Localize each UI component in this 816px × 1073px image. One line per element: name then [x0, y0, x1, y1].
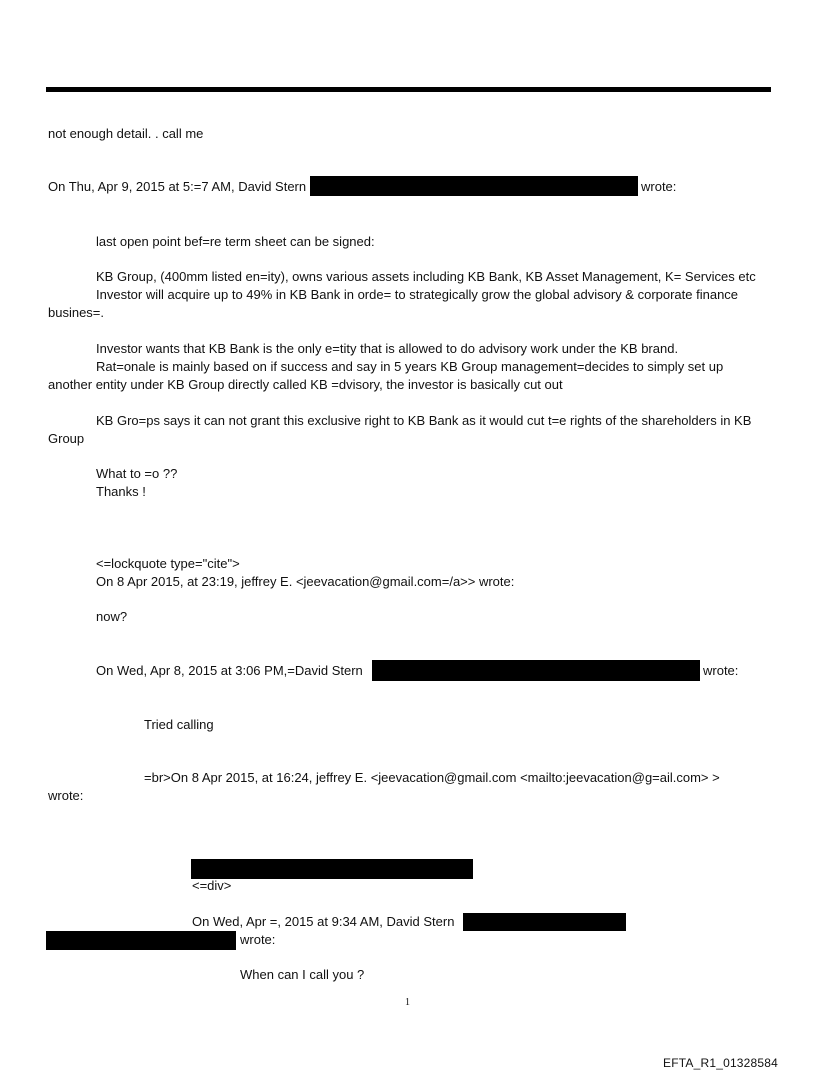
page-number: 1 [405, 997, 410, 1008]
redaction-email-1 [310, 176, 638, 196]
body-line: Investor wants that KB Bank is the only e=tity that is allowed to do advisory work under the KB brand. [96, 341, 679, 356]
body-line: now? [96, 609, 128, 624]
redaction-email-2 [372, 660, 700, 681]
body-line: What to =o ?? [96, 466, 178, 481]
body-line: When can I call you ? [240, 967, 365, 982]
quote-header-apr8-1624: =br>On 8 Apr 2015, at 16:24, jeffrey E. <jeevacation@gmail.com <mailto:jeevacation@g=ail.com> > [144, 770, 720, 785]
quote-header-thu: On Thu, Apr 9, 2015 at 5:=7 AM, David Stern [48, 179, 307, 194]
quote-header-wed-wrote: wrote: [703, 663, 739, 678]
body-line: KB Group, (400mm listed en=ity), owns various assets including KB Bank, KB Asset Management, K= Services etc [96, 269, 756, 284]
body-line: Tried calling [144, 717, 214, 732]
body-line: Investor will acquire up to 49% in KB Bank in orde= to strategically grow the global advisory & corporate finance [96, 287, 739, 302]
body-line: KB Gro=ps says it can not grant this exclusive right to KB Bank as it would cut t=e rights of the shareholders in KB [96, 413, 752, 428]
body-line: busines=. [48, 305, 105, 320]
header-rule [46, 87, 771, 92]
quote-header-wed-934: On Wed, Apr =, 2015 at 9:34 AM, David Stern [192, 914, 455, 929]
body-line: wrote: [48, 788, 84, 803]
body-line: Rat=onale is mainly based on if success and say in 5 years KB Group management=decides to simply set up [96, 359, 724, 374]
redaction-email-4a [463, 913, 626, 931]
body-line: last open point bef=re term sheet can be signed: [96, 234, 375, 249]
quote-header-thu-wrote: wrote: [641, 179, 677, 194]
bates-number: EFTA_R1_01328584 [663, 1056, 779, 1070]
redaction-email-4b [46, 931, 236, 950]
body-line: <=lockquote type="cite"> [96, 556, 240, 571]
reply-text: not enough detail. . call me [48, 126, 204, 141]
body-line: Group [48, 431, 85, 446]
quote-header-apr8: On 8 Apr 2015, at 23:19, jeffrey E. <jeevacation@gmail.com=/a>> wrote: [96, 574, 515, 589]
body-line: another entity under KB Group directly called KB =dvisory, the investor is basically cut out [48, 377, 563, 392]
body-line: wrote: [240, 932, 276, 947]
quote-header-wed: On Wed, Apr 8, 2015 at 3:06 PM,=David Stern [96, 663, 363, 678]
redaction-block-3 [191, 859, 473, 879]
body-line: <=div> [192, 878, 232, 893]
body-line: Thanks ! [96, 484, 146, 499]
